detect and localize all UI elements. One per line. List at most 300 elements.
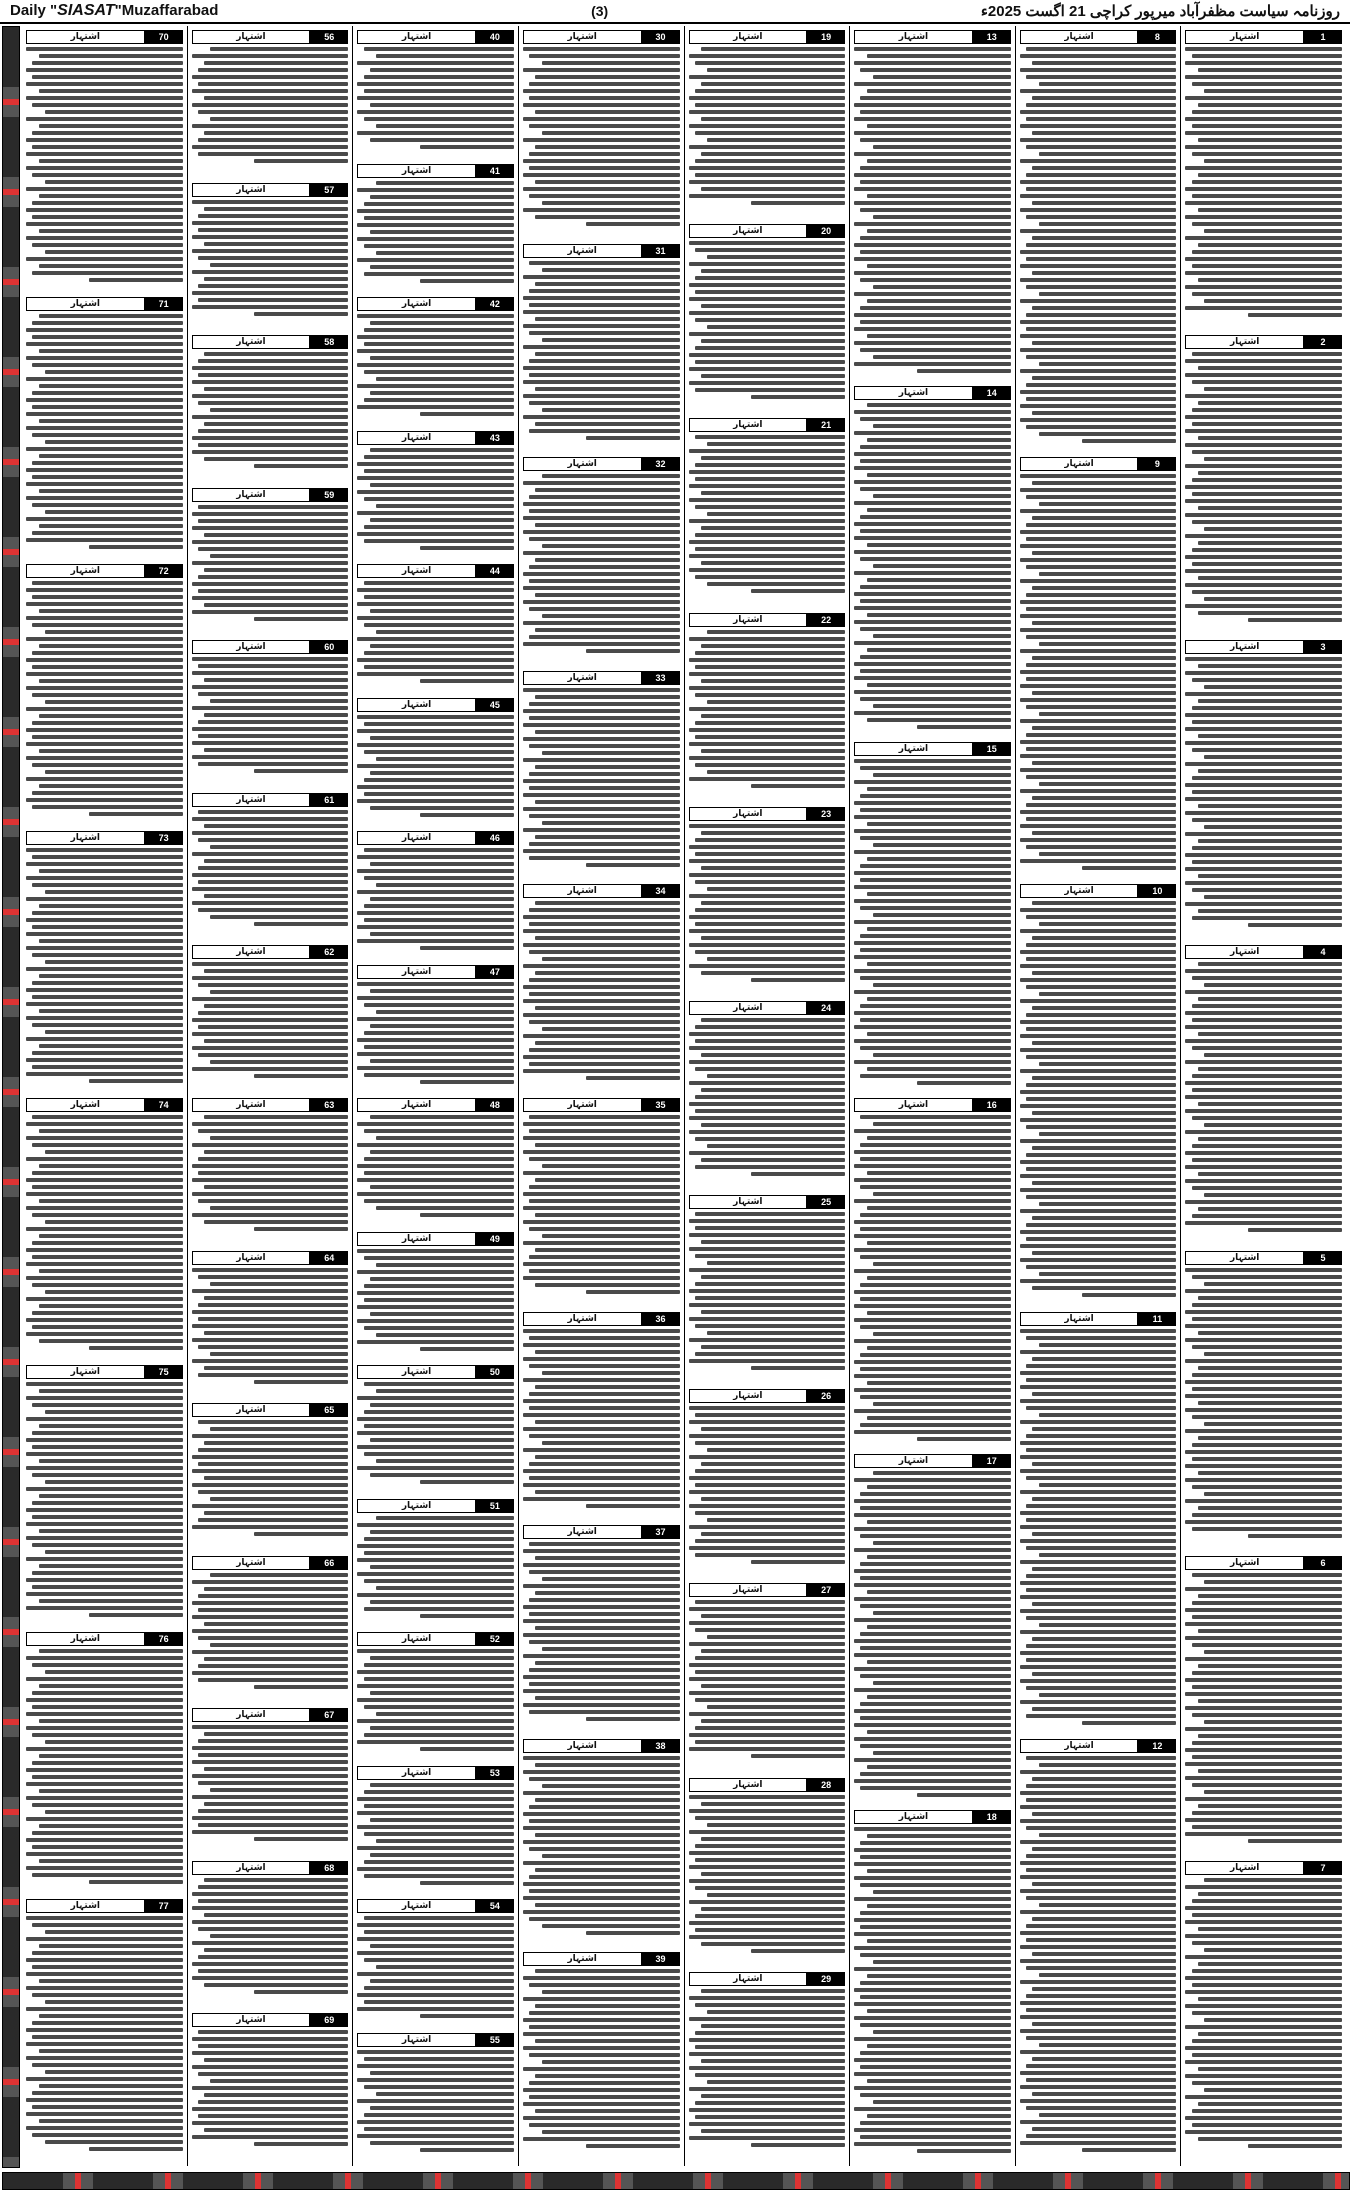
text-line [26, 538, 183, 542]
text-line [1185, 671, 1342, 675]
ad-title: اشتہار [357, 297, 476, 311]
text-line [1032, 1532, 1176, 1536]
column-3 [849, 26, 1015, 2166]
text-line [1026, 1588, 1176, 1592]
text-line [695, 318, 845, 322]
text-line [529, 1434, 679, 1438]
text-line [695, 2045, 845, 2049]
text-line [357, 511, 514, 515]
text-line [26, 932, 183, 936]
text-line [542, 1647, 680, 1651]
text-line [689, 1607, 846, 1611]
text-line [689, 1102, 846, 1106]
text-line [535, 1213, 679, 1217]
text-line [867, 1346, 1011, 1350]
text-line [860, 1604, 1010, 1608]
text-line [370, 1691, 514, 1695]
text-line [32, 1733, 182, 1737]
text-line [701, 82, 845, 86]
text-line [1020, 929, 1177, 933]
text-line [860, 1702, 1010, 1706]
text-line [1032, 1462, 1176, 1466]
text-line [1020, 1371, 1177, 1375]
text-line [1204, 1790, 1342, 1794]
text-line [1026, 1195, 1176, 1199]
text-line [39, 1199, 183, 1203]
text-line [1192, 352, 1342, 356]
text-line [32, 721, 182, 725]
text-line [1020, 1350, 1177, 1354]
text-line [32, 503, 182, 507]
text-line [204, 387, 348, 391]
ad-body-text [192, 657, 349, 773]
text-line [523, 1605, 680, 1609]
text-line [364, 1298, 514, 1302]
text-line [867, 124, 1011, 128]
text-line [535, 1661, 679, 1665]
text-line [1185, 783, 1342, 787]
text-line [854, 341, 1011, 345]
text-line [1185, 2130, 1342, 2134]
text-line [1039, 1553, 1177, 1557]
text-line [357, 1017, 514, 1021]
text-line [1032, 2057, 1176, 2061]
text-line [689, 96, 846, 100]
text-line [420, 145, 514, 149]
ad-body-text [689, 241, 846, 399]
text-line [860, 2121, 1010, 2125]
text-line [1185, 271, 1342, 275]
text-line [1198, 1366, 1342, 1370]
text-line [370, 1656, 514, 1660]
text-line [689, 1455, 846, 1459]
text-line [1185, 1464, 1342, 1468]
ad-title: اشتہار [689, 1972, 808, 1986]
text-line [854, 2016, 1011, 2020]
text-line [192, 1746, 349, 1750]
classified-ad [523, 242, 680, 450]
text-line [1185, 1520, 1342, 1524]
text-line [542, 821, 680, 825]
text-line [357, 1523, 514, 1527]
text-line [192, 727, 349, 731]
text-line [210, 1060, 348, 1064]
text-line [854, 1318, 1011, 1322]
text-line [1020, 684, 1177, 688]
text-line [1192, 2123, 1342, 2127]
text-line [529, 814, 679, 818]
text-line [39, 1234, 183, 1238]
text-line [707, 255, 845, 259]
text-line [1198, 2067, 1342, 2071]
text-line [867, 2079, 1011, 2083]
text-line [1192, 1899, 1342, 1903]
text-line [1185, 1109, 1342, 1113]
text-line [854, 1129, 1011, 1133]
text-line [1185, 1130, 1342, 1134]
text-line [529, 1048, 679, 1052]
text-line [204, 96, 348, 100]
text-line [192, 1122, 349, 1126]
text-line [364, 1382, 514, 1386]
text-line [1026, 1714, 1176, 1718]
text-line [701, 2094, 845, 2098]
text-line [873, 285, 1011, 289]
text-line [701, 1942, 845, 1946]
text-line [867, 1485, 1011, 1489]
text-line [1026, 2064, 1176, 2068]
text-line [1026, 383, 1176, 387]
text-line [854, 1848, 1011, 1852]
text-line [1204, 299, 1342, 303]
text-line [26, 1276, 183, 1280]
text-line [854, 2142, 1011, 2146]
text-line [1026, 775, 1176, 779]
text-line [586, 222, 680, 226]
text-line [695, 1095, 845, 1099]
text-line [204, 457, 348, 461]
ad-title: اشتہار [854, 1454, 973, 1468]
text-line [529, 950, 679, 954]
text-line [198, 505, 348, 509]
text-line [364, 1986, 514, 1990]
text-line [529, 2025, 679, 2029]
classified-ad [192, 28, 349, 175]
text-line [529, 509, 679, 513]
ad-body-text [854, 759, 1011, 1085]
text-line [39, 349, 183, 353]
text-line [695, 852, 845, 856]
text-line [39, 524, 183, 528]
text-line [689, 1289, 846, 1293]
text-line [529, 429, 679, 433]
text-line [370, 356, 514, 360]
text-line [376, 1965, 514, 1969]
text-line [32, 1501, 182, 1505]
text-line [364, 1157, 514, 1161]
text-line [707, 1144, 845, 1148]
text-line [1026, 75, 1176, 79]
text-line [26, 1866, 183, 1870]
text-line [695, 1740, 845, 1744]
text-line [695, 838, 845, 842]
text-line [32, 1065, 182, 1069]
ad-number: 40 [476, 30, 514, 44]
text-line [854, 1011, 1011, 1015]
text-line [1020, 719, 1177, 723]
text-line [854, 222, 1011, 226]
text-line [1204, 2018, 1342, 2022]
text-line [1185, 832, 1342, 836]
text-line [689, 1830, 846, 1834]
text-line [192, 305, 349, 309]
text-line [535, 1626, 679, 1630]
text-line [689, 1303, 846, 1307]
text-line [701, 1614, 845, 1618]
ad-title: اشتہار [1185, 30, 1304, 44]
text-line [523, 117, 680, 121]
text-line [26, 848, 183, 852]
text-line [204, 1948, 348, 1952]
text-line [364, 398, 514, 402]
text-line [204, 2128, 348, 2132]
classified-ad [689, 222, 846, 410]
text-line [1020, 964, 1177, 968]
text-line [26, 2056, 183, 2060]
text-line [1026, 957, 1176, 961]
text-line [529, 1847, 679, 1851]
classified-ad [689, 611, 846, 799]
text-line [420, 946, 514, 950]
text-line [32, 1663, 182, 1667]
text-line [854, 990, 1011, 994]
ad-header [357, 1766, 514, 1780]
text-line [860, 1018, 1010, 1022]
text-line [695, 1352, 845, 1356]
text-line [1198, 576, 1342, 580]
text-line [523, 1448, 680, 1452]
text-line [1039, 1483, 1177, 1487]
text-line [1032, 516, 1176, 520]
text-line [1192, 860, 1342, 864]
text-line [1032, 1286, 1176, 1290]
text-line [1185, 499, 1342, 503]
classified-ad [192, 1249, 349, 1396]
text-line [707, 957, 845, 961]
ad-header [192, 1098, 349, 1112]
text-line [854, 2002, 1011, 2006]
text-line [357, 349, 514, 353]
masthead-english-title [10, 2, 218, 20]
text-line [1020, 1980, 1177, 1984]
text-line [854, 815, 1011, 819]
text-line [695, 880, 845, 884]
text-line [689, 332, 846, 336]
text-line [210, 1136, 348, 1140]
text-line [192, 671, 349, 675]
text-line [860, 1492, 1010, 1496]
text-line [26, 1058, 183, 1062]
text-line [1192, 1601, 1342, 1605]
text-line [32, 321, 182, 325]
text-line [192, 1143, 349, 1147]
text-line [1026, 1826, 1176, 1830]
text-line [701, 1088, 845, 1092]
text-line [1198, 2102, 1342, 2106]
text-line [198, 734, 348, 738]
text-line [1192, 1825, 1342, 1829]
text-line [1185, 1179, 1342, 1183]
text-line [689, 686, 846, 690]
ad-body-text [1020, 901, 1177, 1297]
text-line [192, 2086, 349, 2090]
classified-ad [192, 943, 349, 1090]
text-line [376, 1010, 514, 1014]
text-line [39, 1164, 183, 1168]
ad-header [689, 613, 846, 627]
text-line [420, 546, 514, 550]
text-line [523, 600, 680, 604]
text-line [860, 864, 1010, 868]
text-line [45, 1030, 183, 1034]
text-line [529, 992, 679, 996]
ad-number: 73 [145, 831, 183, 845]
text-line [32, 925, 182, 929]
text-line [192, 1795, 349, 1799]
text-line [376, 1712, 514, 1716]
text-line [586, 1076, 680, 1080]
text-line [1039, 1062, 1177, 1066]
text-line [1020, 1679, 1177, 1683]
text-line [192, 450, 349, 454]
text-line [370, 1403, 514, 1407]
text-line [1192, 590, 1342, 594]
text-line [523, 943, 680, 947]
text-line [1026, 2078, 1176, 2082]
text-line [1020, 2099, 1177, 2103]
text-line [192, 415, 349, 419]
text-line [1020, 1174, 1177, 1178]
text-line [210, 47, 348, 51]
text-line [873, 564, 1011, 568]
text-line [529, 565, 679, 569]
text-line [860, 1506, 1010, 1510]
text-line [39, 1719, 183, 1723]
text-line [364, 1860, 514, 1864]
text-line [1026, 733, 1176, 737]
text-line [1192, 2053, 1342, 2057]
text-line [192, 1615, 349, 1619]
text-line [192, 1760, 349, 1764]
text-line [370, 483, 514, 487]
text-line [854, 187, 1011, 191]
text-line [1032, 656, 1176, 660]
text-line [1026, 1476, 1176, 1480]
text-line [376, 1333, 514, 1337]
text-line [32, 805, 182, 809]
text-line [701, 714, 845, 718]
text-line [873, 215, 1011, 219]
text-line [1185, 1394, 1342, 1398]
text-line [192, 1213, 349, 1217]
text-line [26, 1466, 183, 1470]
column-1 [1180, 26, 1346, 2166]
text-line [1032, 1357, 1176, 1361]
text-line [854, 1758, 1011, 1762]
text-line [1185, 1692, 1342, 1696]
text-line [26, 1747, 183, 1751]
text-line [357, 1558, 514, 1562]
text-line [26, 1332, 183, 1336]
text-line [523, 1896, 680, 1900]
text-line [1185, 1706, 1342, 1710]
text-line [26, 897, 183, 901]
ad-header [689, 418, 846, 432]
text-line [357, 616, 514, 620]
text-line [854, 103, 1011, 107]
text-line [1020, 1230, 1177, 1234]
ad-body-text [357, 848, 514, 950]
text-line [26, 1972, 183, 1976]
text-line [32, 1283, 182, 1287]
ad-title: اشتہار [357, 1766, 476, 1780]
text-line [689, 1879, 846, 1883]
text-line [860, 2023, 1010, 2027]
text-line [695, 1553, 845, 1557]
text-line [357, 384, 514, 388]
text-line [370, 321, 514, 325]
text-line [364, 1916, 514, 1920]
text-line [1185, 1060, 1342, 1064]
text-line [1185, 853, 1342, 857]
classified-ad [357, 829, 514, 957]
text-line [1020, 824, 1177, 828]
ad-header [26, 30, 183, 44]
classified-ad [854, 1096, 1011, 1446]
text-line [523, 1689, 680, 1693]
text-line [32, 215, 182, 219]
text-line [523, 1910, 680, 1914]
text-line [860, 878, 1010, 882]
text-line [695, 1483, 845, 1487]
text-line [357, 314, 514, 318]
text-line [1204, 895, 1342, 899]
text-line [867, 1834, 1011, 1838]
text-line [32, 1993, 182, 1997]
ad-body-text [1185, 1878, 1342, 2148]
text-line [192, 852, 349, 856]
text-line [873, 1053, 1011, 1057]
text-line [357, 1122, 514, 1126]
text-line [523, 1469, 680, 1473]
text-line [204, 1767, 348, 1771]
text-line [695, 290, 845, 294]
text-line [1185, 727, 1342, 731]
text-line [1020, 1511, 1177, 1515]
ad-body-text [357, 715, 514, 817]
text-line [357, 82, 514, 86]
text-line [376, 1136, 514, 1140]
text-line [535, 1969, 679, 1973]
text-line [523, 1997, 680, 2001]
text-line [1026, 1994, 1176, 1998]
text-line [1185, 2116, 1342, 2120]
classified-ad [26, 1363, 183, 1624]
text-line [198, 401, 348, 405]
text-line [854, 1409, 1011, 1413]
text-line [695, 1670, 845, 1674]
text-line [1032, 131, 1176, 135]
text-line [26, 482, 183, 486]
text-line [707, 1448, 845, 1452]
newspaper-page [0, 26, 1350, 2192]
text-line [689, 637, 846, 641]
text-line [917, 2149, 1011, 2153]
text-line [376, 1516, 514, 1520]
text-line [370, 1818, 514, 1822]
ad-title: اشتہار [192, 1098, 311, 1112]
text-line [1192, 1941, 1342, 1945]
text-line [1198, 769, 1342, 773]
text-line [860, 110, 1010, 114]
text-line [695, 1844, 845, 1848]
text-line [854, 1025, 1011, 1029]
text-line [529, 82, 679, 86]
text-line [535, 1178, 679, 1182]
text-line [192, 962, 349, 966]
text-line [357, 996, 514, 1000]
text-line [523, 324, 680, 328]
